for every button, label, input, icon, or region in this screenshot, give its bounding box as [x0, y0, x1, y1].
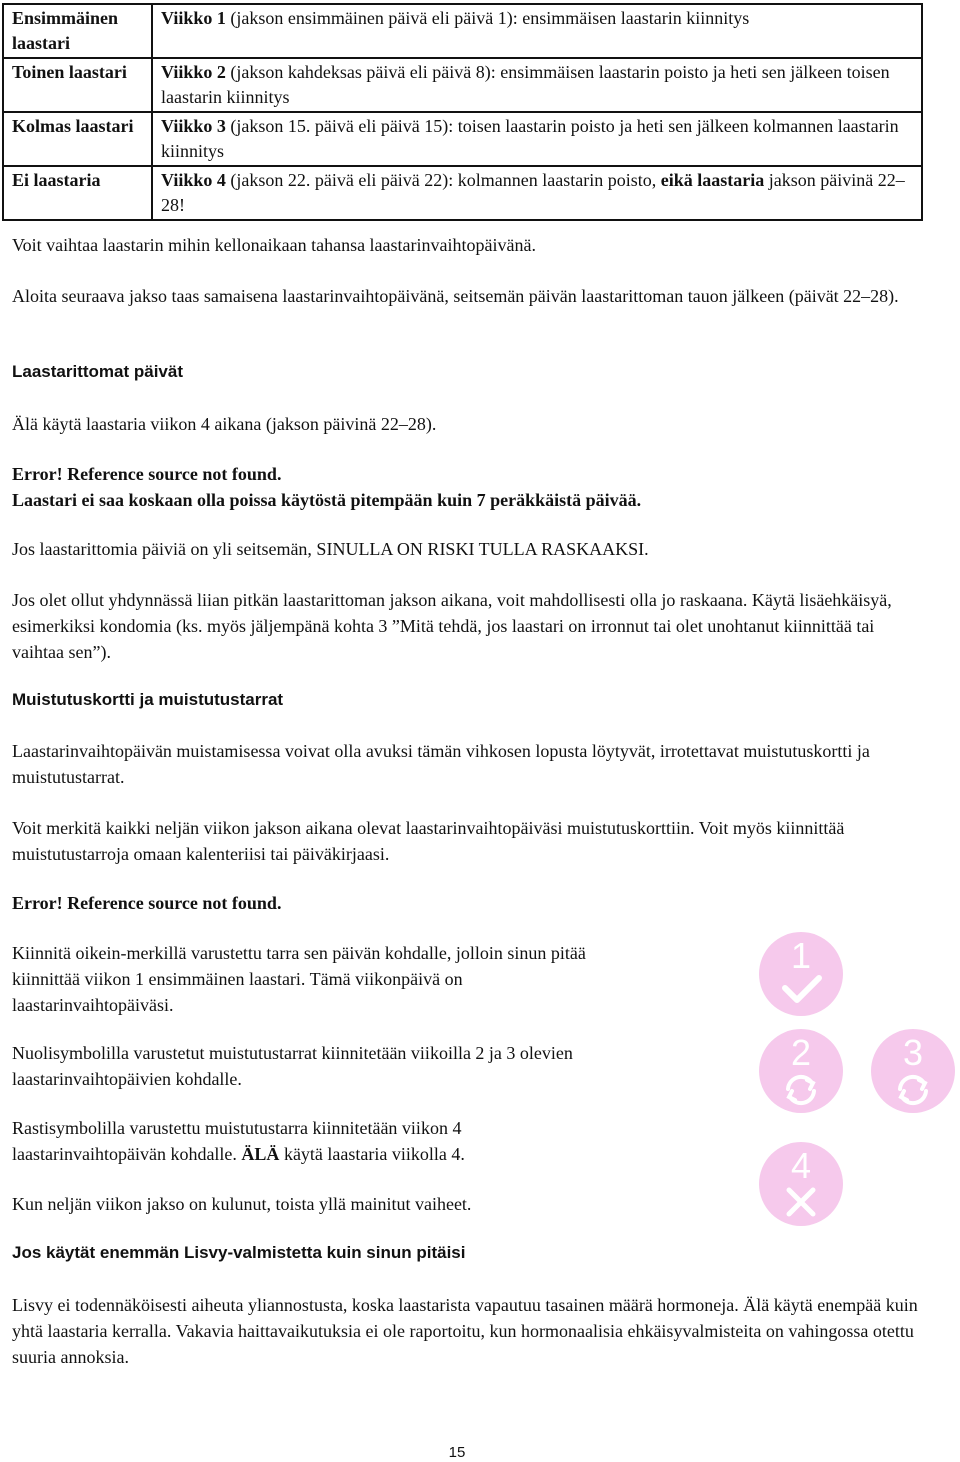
svg-text:4: 4 — [790, 1145, 812, 1186]
patch-schedule-table — [2, 3, 923, 221]
error-reference: Error! Reference source not found. — [12, 893, 282, 913]
paragraph-overdose: Lisvy ei todennäköisesti aiheuta yliannostusta, koska laastarista vapautuu tasainen määrä hormoneja. Älä käytä enempää kuin yhtä laastaria kerralla. Vakavia haittavaikutuksia ei ole raportoitu, kun hormonaalisia ehkäisyvalmisteita on vahingossa otettu suuria annoksia. — [12, 1295, 918, 1367]
svg-text:3: 3 — [902, 1032, 924, 1073]
schedule-label: Ei laastaria — [3, 166, 152, 220]
schedule-label: Kolmas laastari — [3, 112, 152, 166]
paragraph-reminder-2: Voit merkitä kaikki neljän viikon jakson aikana olevat laastarinvaihtopäiväsi muistutuskorttiin. Voit myös kiinnittää muistutustarroja omaan kalenteriisi tai päiväkirjaasi. — [12, 818, 845, 864]
paragraph-sticker-1: Kiinnitä oikein-merkillä varustettu tarra sen päivän kohdalle, jolloin sinun pitää kiinnittää viikon 1 ensimmäinen laastari. Tämä viikonpäivä on laastarinvaihtopäiväsi. — [12, 943, 586, 1015]
error-reference: Error! Reference source not found. — [12, 464, 282, 484]
page-number: 15 — [448, 1444, 466, 1461]
table-row — [3, 112, 922, 166]
schedule-description: Viikko 2 (jakson kahdeksas päivä eli päivä 8): ensimmäisen laastarin poisto ja heti sen jälkeen toisen laastarin kiinnitys — [152, 58, 922, 112]
table-row — [3, 58, 922, 112]
paragraph-change-time: Voit vaihtaa laastarin mihin kellonaikaan tahansa laastarinvaihtopäivänä. — [12, 235, 536, 255]
paragraph-reminder-1: Laastarinvaihtopäivän muistamisessa voivat olla avuksi tämän vihkosen lopusta löytyvät, irrotettavat muistutuskortti ja muistutustarrat. — [12, 741, 870, 787]
paragraph-repeat: Kun neljän viikon jakso on kulunut, toista yllä mainitut vaiheet. — [12, 1194, 472, 1214]
paragraph-intercourse: Jos olet ollut yhdynnässä liian pitkän laastarittoman jakson aikana, voit mahdollisesti olla jo raskaana. Käytä lisäehkäisyä, esimerkiksi kondomia (ks. myös jäljempänä kohta 3 ”Mitä tehdä, jos laastari on irronnut tai olet unohtanut kiinnittää tai vaihtaa sen”). — [12, 590, 892, 662]
heading-overdose: Jos käytät enemmän Lisvy-valmistetta kuin sinun pitäisi — [12, 1243, 466, 1262]
paragraph-next-cycle: Aloita seuraava jakso taas samaisena laastarinvaihtopäivänä, seitsemän päivän laastarittoman tauon jälkeen (päivät 22–28). — [12, 286, 899, 306]
paragraph-sticker-2-3: Nuolisymbolilla varustetut muistutustarrat kiinnitetään viikoilla 2 ja 3 olevien laastarinvaihtopäivien kohdalle. — [12, 1043, 573, 1089]
paragraph-sticker-4: Rastisymbolilla varustettu muistutustarra kiinnitetään viikon 4 laastarinvaihtopäivän kohdalle. ÄLÄ käytä laastaria viikolla 4. — [12, 1118, 465, 1164]
svg-text:2: 2 — [790, 1032, 812, 1073]
sticker-week-3 — [869, 1027, 957, 1115]
table-row — [3, 4, 922, 58]
paragraph-risk: Jos laastarittomia päiviä on yli seitsemän, SINULLA ON RISKI TULLA RASKAAKSI. — [12, 539, 649, 559]
sticker-week-2 — [757, 1027, 845, 1115]
paragraph-week4: Älä käytä laastaria viikon 4 aikana (jakson päivinä 22–28). — [12, 414, 437, 434]
warning-7-days: Laastari ei saa koskaan olla poissa käytöstä pitempään kuin 7 peräkkäistä päivää. — [12, 490, 642, 510]
table-row — [3, 166, 922, 220]
schedule-description: Viikko 3 (jakson 15. päivä eli päivä 15): toisen laastarin poisto ja heti sen jälkeen kolmannen laastarin kiinnitys — [152, 112, 922, 166]
sticker-week-1 — [757, 930, 845, 1018]
heading-reminder: Muistutuskortti ja muistutustarrat — [12, 690, 284, 709]
schedule-description: Viikko 4 (jakson 22. päivä eli päivä 22): kolmannen laastarin poisto, eikä laastaria jakson päivinä 22–28! — [152, 166, 922, 220]
schedule-label: Toinen laastari — [3, 58, 152, 112]
svg-text:1: 1 — [790, 935, 812, 976]
schedule-label: Ensimmäinen laastari — [3, 4, 152, 58]
sticker-week-4 — [757, 1140, 845, 1228]
heading-patch-free-days: Laastarittomat päivät — [12, 362, 183, 381]
schedule-description: Viikko 1 (jakson ensimmäinen päivä eli päivä 1): ensimmäisen laastarin kiinnitys — [152, 4, 922, 58]
